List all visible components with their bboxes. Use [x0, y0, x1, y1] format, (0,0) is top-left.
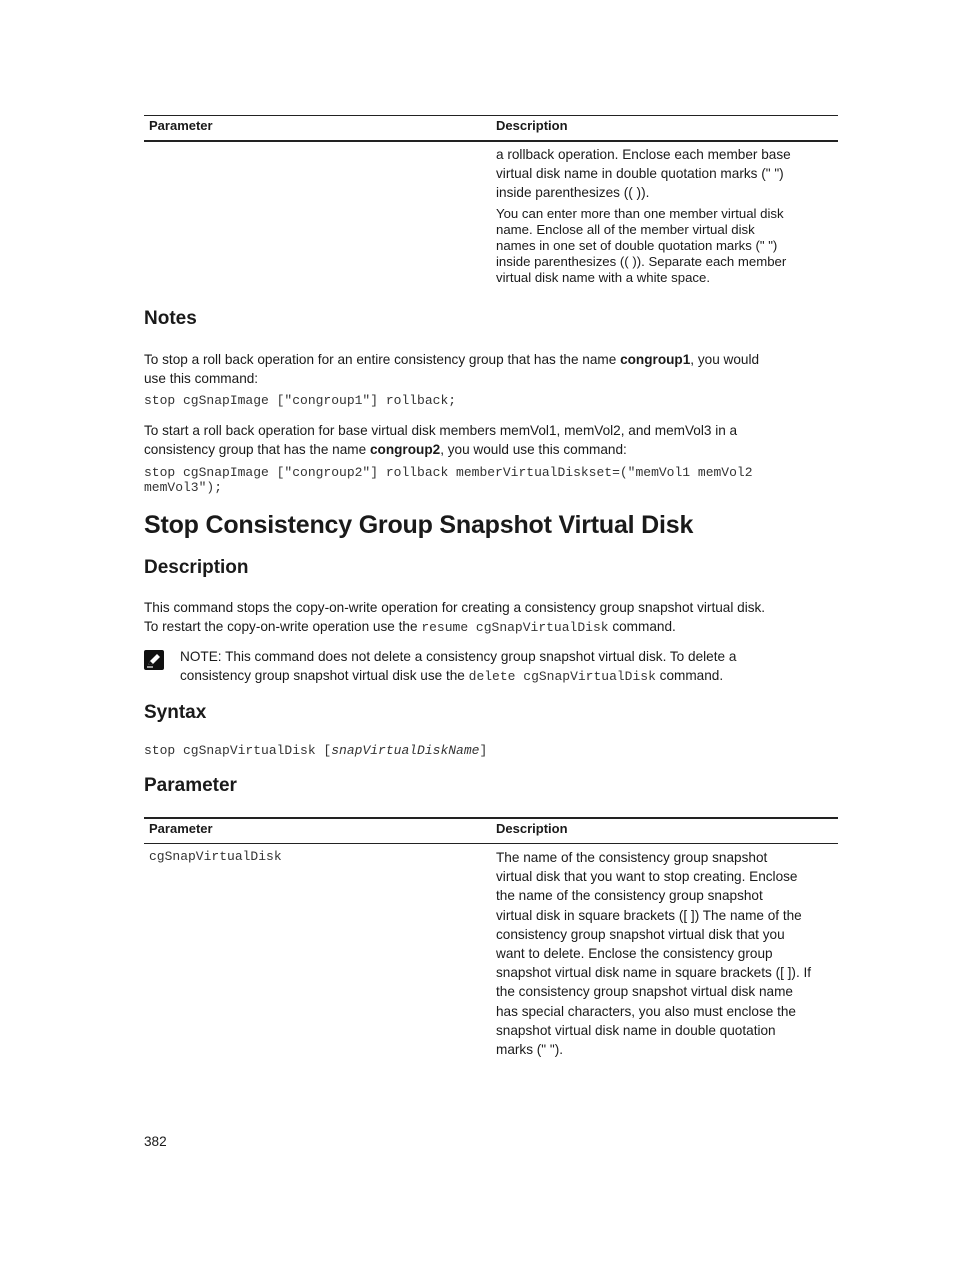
table-top-rule [144, 115, 838, 116]
notes-heading: Notes [144, 308, 197, 329]
syntax-code: stop cgSnapVirtualDisk [snapVirtualDiskName] [144, 743, 488, 758]
description-heading: Description [144, 557, 249, 578]
notes-code-1: stop cgSnapImage ["congroup1"] rollback; [144, 393, 457, 408]
param-table-header-parameter: Parameter [149, 821, 213, 836]
notes-code-2: stop cgSnapImage ["congroup2"] rollback memberVirtualDiskset=("memVol1 memVol2 memVol3"); [144, 465, 753, 495]
table-header-rule [144, 140, 838, 142]
parameter-heading: Parameter [144, 775, 237, 796]
notes-paragraph-2: To start a roll back operation for base virtual disk members memVol1, memVol2, and memVol3 in a consistency group that has the name congroup2, you would use this command: [144, 423, 738, 457]
section-title: Stop Consistency Group Snapshot Virtual Disk [144, 511, 694, 539]
notes-paragraph-1: To stop a roll back operation for an entire consistency group that has the name congroup1, you would use this command: [144, 352, 760, 386]
table-header-description: Description [496, 118, 568, 133]
page-number: 382 [144, 1134, 167, 1149]
note-text: NOTE: This command does not delete a consistency group snapshot virtual disk. To delete a consistency group snapshot virtual disk use the delete cgSnapVirtualDisk command. [180, 649, 737, 684]
param-table-header-rule [144, 843, 838, 844]
syntax-heading: Syntax [144, 702, 207, 723]
pencil-note-icon [144, 650, 164, 670]
table-header-parameter: Parameter [149, 118, 213, 133]
table-desc-p2: You can enter more than one member virtual disk name. Enclose all of the member virtual disk names in one set of double quotation marks (" ") inside parenthesizes (( )). Separate each member virtual disk name with a white space. [496, 206, 787, 285]
param-table-top-rule [144, 817, 838, 819]
description-paragraph: This command stops the copy-on-write operation for creating a consistency group snapshot virtual disk. To restart the copy-on-write operation use the resume cgSnapVirtualDisk command. [144, 600, 766, 635]
table-desc-p1: a rollback operation. Enclose each member base virtual disk name in double quotation marks (" ") inside parenthesizes (( )). [496, 147, 791, 200]
param-table-row-desc: The name of the consistency group snapshot virtual disk that you want to stop creating. Enclose the name of the consistency group snapshot virtual disk in square brackets ([ ]) The name of the consistency group snapshot virtual disk that you want to delete. Enclose the consistency group snapshot virtual disk name in square brackets ([ ]). If the consistency group snapshot virtual disk name has special characters, you also must enclose the snapshot virtual disk name in double quotation marks (" "). [496, 850, 812, 1058]
param-table-row-param: cgSnapVirtualDisk [149, 849, 282, 864]
param-table-header-description: Description [496, 821, 568, 836]
